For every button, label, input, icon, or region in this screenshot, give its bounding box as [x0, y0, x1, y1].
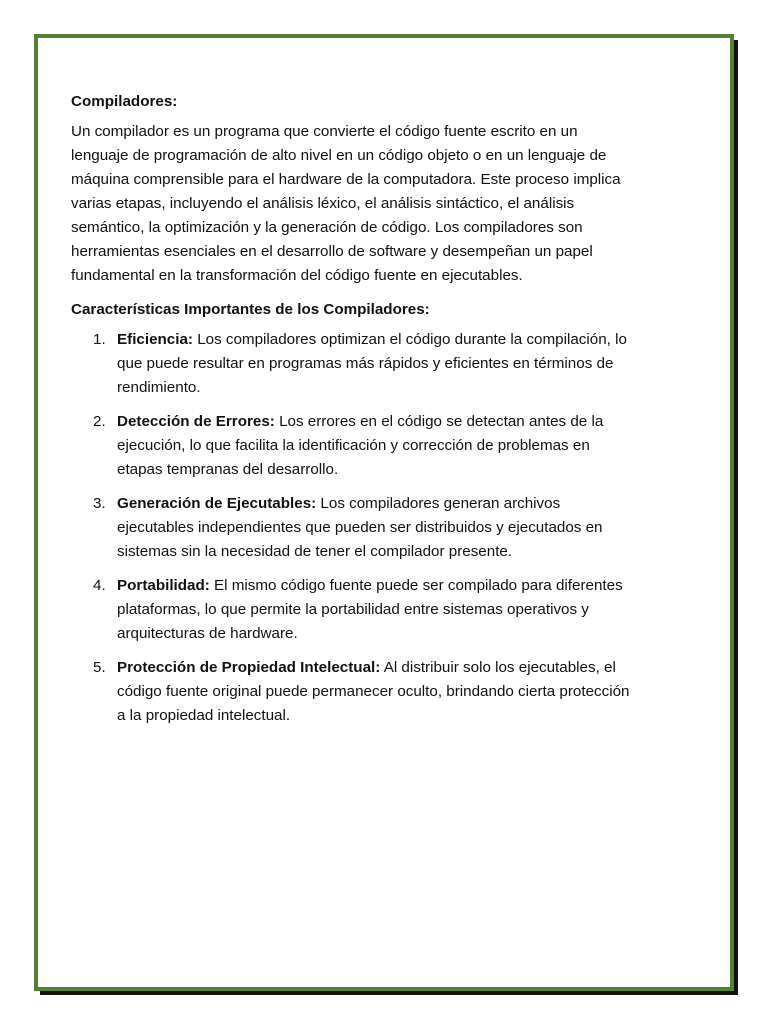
- document-content: [71, 90, 631, 738]
- list-item: [71, 410, 631, 482]
- list-item: [71, 492, 631, 564]
- list-item-number: 5.: [93, 659, 106, 676]
- list-item-term: Detección de Errores:: [117, 413, 275, 430]
- list-item: [71, 328, 631, 400]
- list-item-number: 1.: [93, 331, 106, 348]
- list-item-text: Los compiladores generan archivos ejecutables independientes que pueden ser distribuidos y ejecutados en sistemas sin la necesidad de tener el compilador presente.: [117, 495, 603, 560]
- list-item-text: Los errores en el código se detectan antes de la ejecución, lo que facilita la identificación y corrección de problemas en etapas tempranas del desarrollo.: [117, 413, 604, 478]
- intro-paragraph: Un compilador es un programa que convierte el código fuente escrito en un lenguaje de programación de alto nivel en un código objeto o en un lenguaje de máquina comprensible para el hardware de la computadora. Este proceso implica varias etapas, incluyendo el análisis léxico, el análisis sintáctico, el análisis semántico, la optimización y la generación de código. Los compiladores son herramientas esenciales en el desarrollo de software y desempeñan un papel fundamental en la transformación del código fuente en ejecutables.: [71, 123, 621, 284]
- list-item: [71, 574, 631, 646]
- list-item-text: Los compiladores optimizan el código durante la compilación, lo que puede resultar en programas más rápidos y eficientes en términos de rendimiento.: [117, 331, 627, 396]
- list-item-term: Portabilidad:: [117, 577, 210, 594]
- list-item-number: 2.: [93, 413, 106, 430]
- list-item-text: Al distribuir solo los ejecutables, el código fuente original puede permanecer oculto, brindando cierta protección a la propiedad intelectual.: [117, 659, 630, 724]
- section-heading-compiladores: Compiladores:: [71, 93, 178, 110]
- features-list: [71, 328, 631, 728]
- section-heading-caracteristicas: Características Importantes de los Compiladores:: [71, 301, 430, 318]
- list-item: [71, 656, 631, 728]
- list-item-number: 4.: [93, 577, 106, 594]
- list-item-text: El mismo código fuente puede ser compilado para diferentes plataformas, lo que permite la portabilidad entre sistemas operativos y arquitecturas de hardware.: [117, 577, 623, 642]
- list-item-term: Eficiencia:: [117, 331, 193, 348]
- list-item-term: Protección de Propiedad Intelectual:: [117, 659, 381, 676]
- list-item-number: 3.: [93, 495, 106, 512]
- list-item-term: Generación de Ejecutables:: [117, 495, 317, 512]
